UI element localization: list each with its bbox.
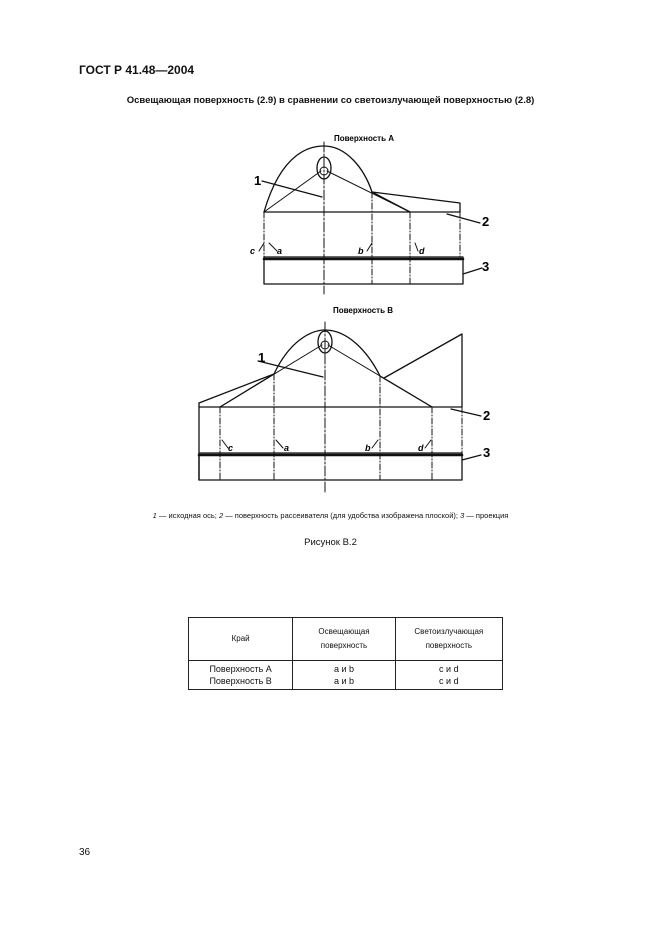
- table-row: [189, 675, 503, 690]
- edge-b-b: b: [365, 443, 371, 453]
- header-light-emitting: Светоизлучающая поверхность: [395, 618, 502, 661]
- edge-a-c: c: [250, 246, 256, 256]
- projection-rect-a: [264, 257, 463, 284]
- callout-b-2: 2: [483, 408, 491, 423]
- diagram-b-label: Поверхность B: [332, 306, 394, 315]
- figure-caption: Рисунок В.2: [304, 537, 357, 548]
- page-number: 36: [79, 847, 91, 858]
- table-header-row: [189, 618, 503, 661]
- surface-b-right-flap: [384, 334, 462, 407]
- table-row: [189, 661, 503, 676]
- diagram-b: [199, 322, 481, 492]
- header-illuminating: Освещающая поверхность: [293, 618, 395, 661]
- edge-b-a: a: [284, 443, 290, 453]
- surface-a-outline: [264, 146, 410, 212]
- surface-b-left-flap: [199, 374, 274, 407]
- diagram-a: [259, 142, 482, 294]
- surface-a-flap: [372, 192, 460, 212]
- edge-a-b: b: [358, 246, 364, 256]
- diagram-a-label: Поверхность A: [333, 134, 395, 143]
- header-edge: Край: [189, 618, 293, 661]
- callout-a-1: 1: [254, 173, 262, 188]
- callout-b-1: 1: [258, 350, 266, 365]
- document-code: ГОСТ Р 41.48—2004: [79, 63, 195, 77]
- edge-b-c: c: [228, 443, 234, 453]
- cell-surface: Поверхность A: [189, 661, 293, 676]
- figure-title: Освещающая поверхность (2.9) в сравнении со светоизлучающей поверхностью (2.8): [126, 95, 535, 106]
- callout-a-3: 3: [482, 259, 490, 274]
- cell-light-emitting: c и d: [395, 675, 502, 690]
- cell-illuminating: a и b: [293, 675, 395, 690]
- cell-light-emitting: c и d: [395, 661, 502, 676]
- edge-a-a: a: [277, 246, 283, 256]
- figure-legend: 1 — исходная ось; 2 — поверхность рассеивателя (для удобства изображена плоской); 3 — проекция: [152, 511, 509, 520]
- callout-a-2: 2: [482, 214, 490, 229]
- cell-illuminating: a и b: [293, 661, 395, 676]
- callout-b-3: 3: [483, 445, 491, 460]
- edge-b-d: d: [418, 443, 424, 453]
- cell-surface: Поверхность B: [189, 675, 293, 690]
- surface-b-outline: [274, 330, 432, 407]
- projection-rect-b: [199, 453, 462, 480]
- edge-a-d: d: [419, 246, 425, 256]
- edge-comparison-table: [188, 617, 503, 690]
